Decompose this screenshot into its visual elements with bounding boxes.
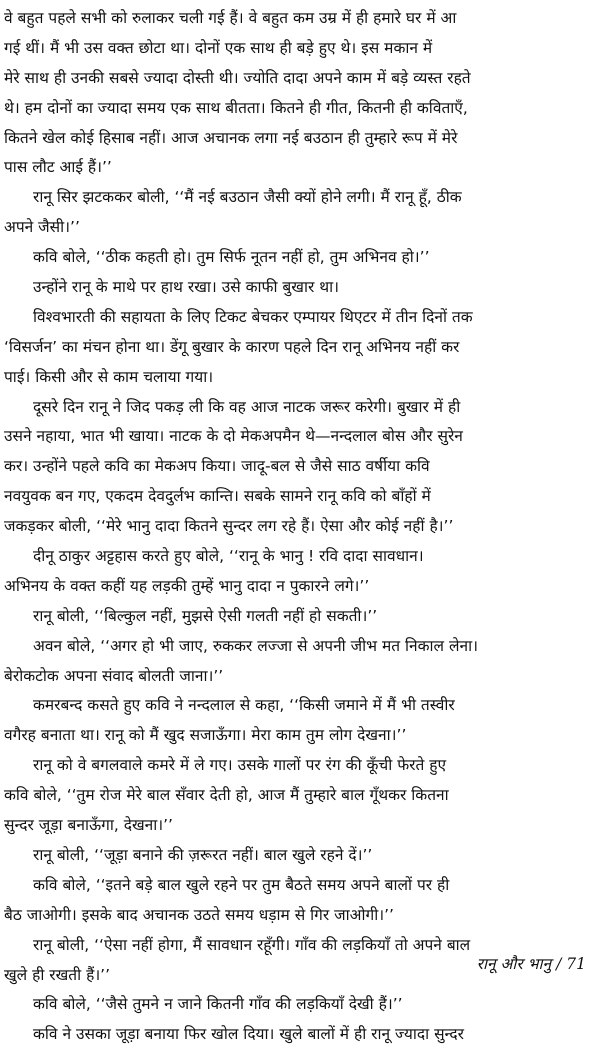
text-line: विश्वभारती की सहायता के लिए टिकट बेचकर एम्पायर थिएटर में तीन दिनों तक xyxy=(33,307,473,326)
text-line: सुन्दर जूड़ा बनाऊँगा, देखना।’’ xyxy=(4,816,173,835)
text-line: गई थीं। मैं भी उस वक्त छोटा था। दोनों एक साथ ही बड़े हुए थे। इस मकान में xyxy=(4,38,433,57)
footer-separator: / xyxy=(556,955,562,973)
text-line: पाई। किसी और से काम चलाया गया। xyxy=(4,367,214,386)
text-line: कवि बोले, ‘‘इतने बड़े बाल खुले रहने पर तुम बैठते समय अपने बालों पर ही xyxy=(33,875,450,894)
text-line: रानू को वे बगलवाले कमरे में ले गए। उसके गालों पर रंग की कूँची फेरते हुए xyxy=(33,756,447,775)
text-line: जकड़कर बोली, ‘‘मेरे भानु दादा कितने सुन्दर लग रहे हैं। ऐसा और कोई नहीं है।’’ xyxy=(4,517,454,536)
text-line: थे। हम दोनों का ज्यादा समय एक साथ बीतता। कितने ही गीत, कितनी ही कविताएँ, xyxy=(4,98,468,117)
text-line: कवि बोले, ‘‘तुम रोज मेरे बाल सँवार देती हो, आज मैं तुम्हारे बाल गूँथकर कितना xyxy=(4,786,449,805)
text-line: वे बहुत पहले सभी को रुलाकर चली गई हैं। वे बहुत कम उम्र में ही हमारे घर में आ xyxy=(4,9,457,27)
body-text xyxy=(4,4,596,1050)
text-line: बेरोकटोक अपना संवाद बोलती जाना।’’ xyxy=(4,666,224,685)
text-line: कितने खेल कोई हिसाब नहीं। आज अचानक लगा नई बउठान ही तुम्हारे रूप में मेरे xyxy=(4,128,458,147)
page-number: 71 xyxy=(566,955,586,973)
text-line: रानू बोली, ‘‘बिल्कुल नहीं, मुझसे ऐसी गलती नहीं हो सकती।’’ xyxy=(33,606,378,625)
text-line: अवन बोले, ‘‘अगर हो भी जाए, रुककर लज्जा से अपनी जीभ मत निकाल लेना। xyxy=(33,636,478,655)
text-line: रानू बोली, ‘‘जूड़ा बनाने की ज़रूरत नहीं। बाल खुले रहने दें।’’ xyxy=(33,845,373,864)
text-line: कर। उन्होंने पहले कवि का मेकअप किया। जादू-बल से जैसे साठ वर्षीया कवि xyxy=(4,457,430,476)
text-line: बैठ जाओगी। इसके बाद अचानक उठते समय धड़ाम से गिर जाओगी।’’ xyxy=(4,905,394,924)
text-line: अभिनय के वक्त कहीं यह लड़की तुम्हें भानु दादा न पुकारने लगे।’’ xyxy=(4,576,370,595)
text-line: उन्होंने रानू के माथे पर हाथ रखा। उसे काफी बुखार था। xyxy=(33,278,340,297)
text-line: कवि बोले, ‘‘ठीक कहती हो। तुम सिर्फ नूतन नहीं हो, तुम अभिनव हो।’’ xyxy=(33,248,430,267)
text-line: रानू सिर झटककर बोली, ‘‘मैं नई बउठान जैसी क्यों होने लगी। मैं रानू हूँ, ठीक xyxy=(33,188,462,207)
text-line: खुले ही रखती हैं।’’ xyxy=(4,965,111,984)
text-line: दीनू ठाकुर अट्टहास करते हुए बोले, ‘‘रानू के भानु ! रवि दादा सावधान। xyxy=(33,547,424,566)
text-line: पास लौट आई हैं।’’ xyxy=(4,158,112,177)
text-line: रानू बोली, ‘‘ऐसा नहीं होगा, मैं सावधान रहूँगी। गाँव की लड़कियाँ तो अपने बाल xyxy=(33,935,471,954)
text-line: मेरे साथ ही उनकी सबसे ज्यादा दोस्ती थी। ज्योति दादा अपने काम में बड़े व्यस्त रहते xyxy=(4,68,471,87)
text-line: उसने नहाया, भात भी खाया। नाटक के दो मेकअपमैन थे—नन्दलाल बोस और सुरेन xyxy=(4,427,463,446)
text-line: कवि बोले, ‘‘जैसे तुमने न जाने कितनी गाँव की लड़कियाँ देखी हैं।’’ xyxy=(33,995,403,1014)
text-line: ‘विसर्जन’ का मंचन होना था। डेंगू बुखार के कारण पहले दिन रानू अभिनय नहीं कर xyxy=(4,337,460,356)
running-title: रानू और भानु xyxy=(476,955,552,973)
text-line: नवयुवक बन गए, एकदम देवदुर्लभ कान्ति। सबके सामने रानू कवि को बाँहों में xyxy=(4,487,431,506)
text-line: कवि ने उसका जूड़ा बनाया फिर खोल दिया। खुले बालों में ही रानू ज्यादा सुन्दर xyxy=(33,1025,464,1044)
text-line: अपने जैसी।’’ xyxy=(4,218,80,237)
text-line: कमरबन्द कसते हुए कवि ने नन्दलाल से कहा, ‘‘किसी जमाने में मैं भी तस्वीर xyxy=(33,696,455,715)
page-footer xyxy=(477,952,586,974)
text-line: दूसरे दिन रानू ने जिद पकड़ ली कि वह आज नाटक जरूर करेगी। बुखार में ही xyxy=(33,397,461,416)
text-line: वगैरह बनाता था। रानू को मैं खुद सजाऊँगा। मेरा काम तुम लोग देखना।’’ xyxy=(4,726,407,745)
